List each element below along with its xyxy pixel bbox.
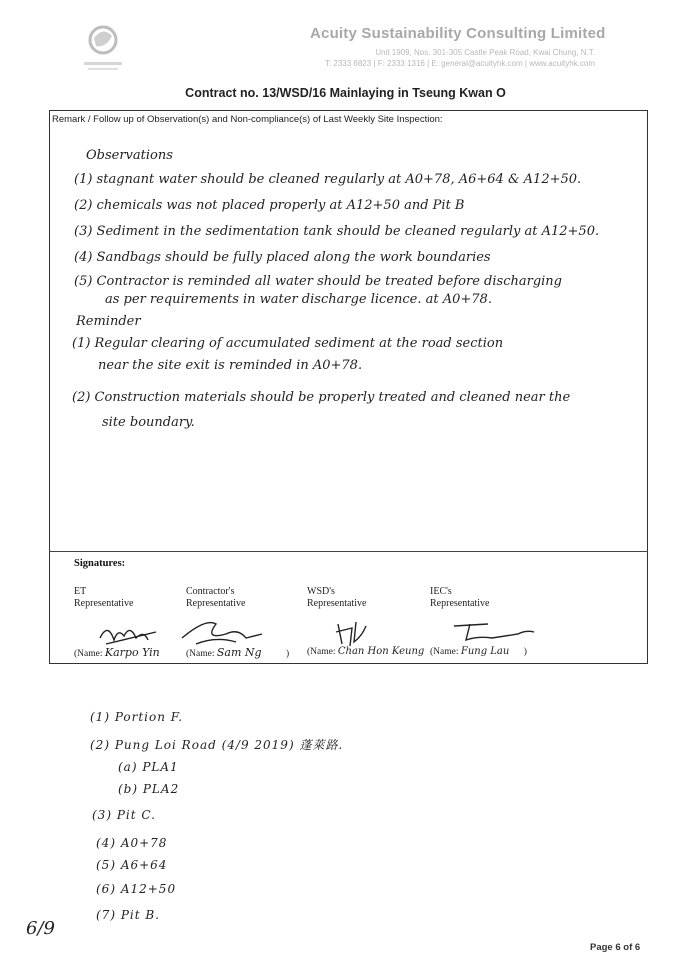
observation-item: (5) Contractor is reminded all water should be treated before discharging <box>74 274 562 289</box>
acuity-logo-icon <box>78 18 128 73</box>
company-address <box>265 47 595 69</box>
remark-form-box <box>49 110 648 664</box>
observation-item: (2) chemicals was not placed properly at A12+50 and Pit B <box>74 198 465 213</box>
sig-role: Representative <box>74 598 134 609</box>
footnote-item: (a) PLA1 <box>118 760 179 774</box>
observation-item: (1) stagnant water should be cleaned regularly at A0+78, A6+64 & A12+50. <box>74 172 582 187</box>
observation-item: (4) Sandbags should be fully placed along the work boundaries <box>74 250 491 265</box>
signature-column-contractor <box>186 586 245 610</box>
sig-role: Contractor's <box>186 586 235 597</box>
footnote-item: (b) PLA2 <box>118 782 180 796</box>
iec-name: Fung Lau <box>460 646 510 657</box>
footnote-item: (4) A0+78 <box>96 836 168 850</box>
reminder-item: (1) Regular clearing of accumulated sediment at the road section <box>72 336 504 351</box>
wsd-signature-icon <box>332 616 372 650</box>
footnote-item: (1) Portion F. <box>90 710 184 724</box>
reminder-heading: Reminder <box>76 314 141 329</box>
name-label: (Name: <box>186 649 215 659</box>
name-label: (Name: <box>430 647 459 657</box>
sig-role: WSD's <box>307 586 335 597</box>
signature-column-wsd <box>307 586 366 610</box>
company-name: Acuity Sustainability Consulting Limited <box>310 25 606 42</box>
et-name-field <box>74 646 160 659</box>
signature-column-et <box>74 586 133 610</box>
date-mark: 6/9 <box>26 918 55 939</box>
et-name: Karpo Yin <box>104 646 160 659</box>
reminder-item: near the site exit is reminded in A0+78. <box>98 358 363 373</box>
contract-title: Contract no. 13/WSD/16 Mainlaying in Tseung Kwan O <box>185 86 506 100</box>
footnote-item: (3) Pit C. <box>92 808 156 822</box>
sig-role: Representative <box>186 598 246 609</box>
contractor-name-field <box>186 646 289 659</box>
signature-column-iec <box>430 586 489 610</box>
wsd-name-field <box>307 646 424 657</box>
signature-divider <box>49 551 648 552</box>
reminder-item: (2) Construction materials should be properly treated and cleaned near the <box>72 390 571 405</box>
address-line: Unit 1909, Nos. 301-305 Castle Peak Road, Kwai Chung, N.T. <box>375 48 595 57</box>
sig-role: Representative <box>430 598 490 609</box>
sig-role: IEC's <box>430 586 452 597</box>
contractor-signature-icon <box>176 614 266 648</box>
signatures-title: Signatures: <box>74 558 126 569</box>
observations-heading: Observations <box>86 148 173 163</box>
name-close: ) <box>285 649 290 659</box>
footnote-item: (6) A12+50 <box>96 882 177 896</box>
name-label: (Name: <box>74 649 103 659</box>
remark-label: Remark / Follow up of Observation(s) and Non-compliance(s) of Last Weekly Site Inspection: <box>52 114 443 125</box>
page-number: Page 6 of 6 <box>590 942 641 953</box>
reminder-item: site boundary. <box>102 415 195 430</box>
iec-signature-icon <box>448 616 538 646</box>
sig-role: Representative <box>307 598 367 609</box>
observation-item: (3) Sediment in the sedimentation tank should be cleaned regularly at A12+50. <box>74 224 600 239</box>
observation-item: as per requirements in water discharge licence. at A0+78. <box>105 292 492 307</box>
wsd-name: Chan Hon Keung <box>337 646 425 657</box>
iec-name-field <box>430 646 527 657</box>
name-close: ) <box>523 647 527 657</box>
name-label: (Name: <box>307 647 336 657</box>
contractor-name: Sam Ng <box>216 646 262 659</box>
contact-line: T: 2333 6823 | F: 2333 1316 | E: general@acuityhk.com | www.acuityhk.com <box>324 59 595 68</box>
footnote-item: (5) A6+64 <box>96 858 168 872</box>
footnote-item: (2) Pung Loi Road (4/9 2019) 蓬萊路. <box>90 738 344 752</box>
footnote-item: (7) Pit B. <box>96 908 160 922</box>
sig-role: ET <box>74 586 87 597</box>
